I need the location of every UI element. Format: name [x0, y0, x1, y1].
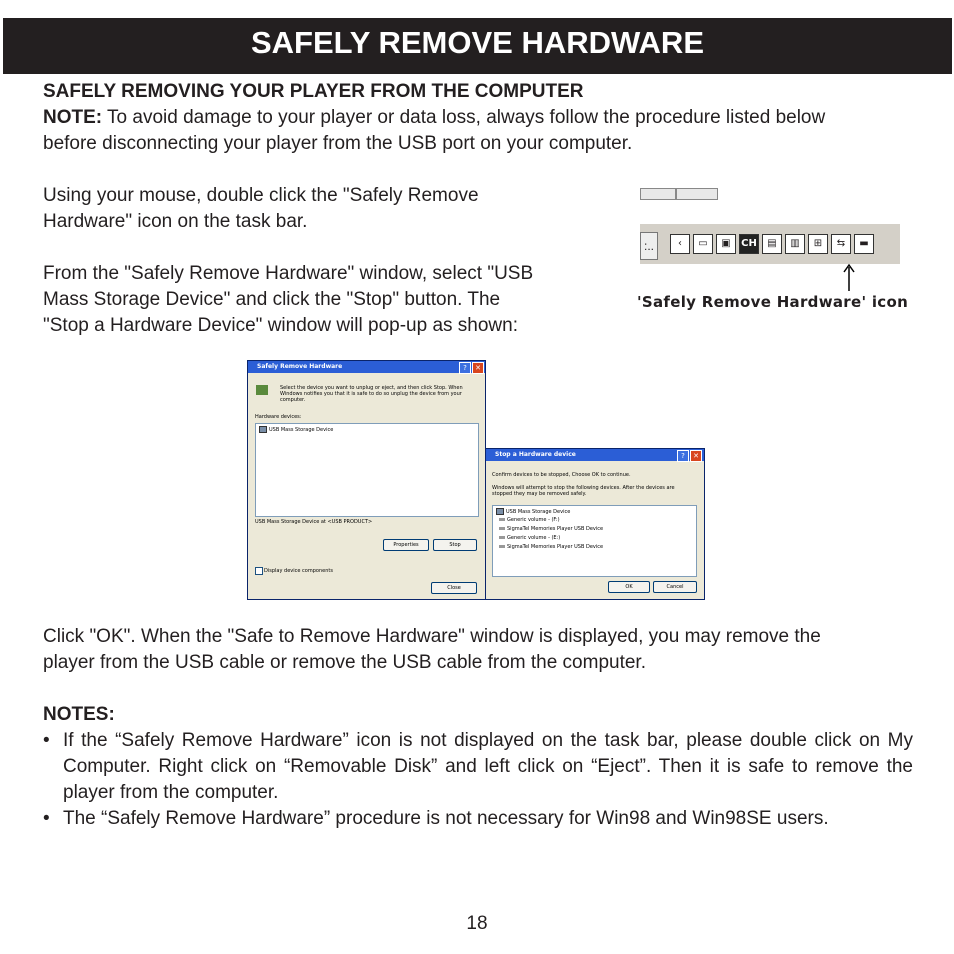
taskbar-tab [676, 188, 718, 200]
stop-hardware-dialog [485, 448, 705, 600]
para-window-line-1: From the "Safely Remove Hardware" window, select "USB [43, 263, 534, 284]
devices-to-stop-list[interactable] [492, 505, 697, 577]
device-location-text: USB Mass Storage Device at <USB PRODUCT> [255, 519, 373, 525]
language-ch-icon[interactable]: CH [739, 234, 759, 254]
para-window-line-3: "Stop a Hardware Device" window will pop-up as shown: [43, 315, 518, 336]
page-title: SAFELY REMOVE HARDWARE [250, 25, 704, 60]
para-mouse-line-1: Using your mouse, double click the "Safely Remove [43, 185, 479, 206]
drive-icon [499, 527, 505, 530]
taskbar-edge-button[interactable]: :.. [640, 232, 658, 260]
list-item[interactable]: Generic volume - (F:) [499, 517, 560, 523]
ok-button[interactable]: OK [608, 581, 650, 593]
list-item[interactable]: Generic volume - (E:) [499, 535, 560, 541]
close-icon[interactable]: ✕ [472, 362, 484, 374]
notes-item-1: If the “Safely Remove Hardware” icon is not displayed on the task bar, please double click on My Computer. Right click on “Removable Disk” and left click on “Eject”. Then it is safe to remove the player from the computer. [63, 730, 913, 803]
instructions-line-3: computer. [280, 397, 306, 403]
window-icon[interactable]: ▣ [716, 234, 736, 254]
close-icon[interactable]: ✕ [690, 450, 702, 462]
help-button[interactable]: ? [459, 362, 471, 374]
cancel-button[interactable]: Cancel [653, 581, 697, 593]
confirm-text: Confirm devices to be stopped, Choose OK to continue. [492, 472, 631, 478]
safely-remove-hardware-icon[interactable]: ⇆ [831, 234, 851, 254]
attempt-line-2: stopped they may be removed safely. [492, 491, 587, 497]
tray-icons [670, 234, 874, 254]
para-ok-line-2: player from the USB cable or remove the USB cable from the computer. [43, 652, 646, 673]
hardware-icon [256, 385, 268, 395]
dialog-titlebar: Stop a Hardware device [486, 449, 704, 461]
usb-device-icon [496, 508, 504, 515]
keyboard-icon[interactable]: ▤ [762, 234, 782, 254]
network-icon[interactable]: ⊞ [808, 234, 828, 254]
safely-remove-dialog [247, 360, 486, 600]
help-button[interactable]: ? [677, 450, 689, 462]
bullet-marker: • [43, 730, 50, 751]
display-components-label: Display device components [264, 568, 333, 574]
hardware-devices-label: Hardware devices: [255, 414, 302, 420]
page-header [3, 18, 952, 74]
list-item[interactable]: SigmaTel Memories Player USB Device [499, 526, 603, 532]
para-ok-line-1: Click "OK". When the "Safe to Remove Hardware" window is displayed, you may remove the [43, 626, 821, 647]
instructions-line-1: Select the device you want to unplug or eject, and then click Stop. When [280, 385, 463, 391]
stop-button[interactable]: Stop [433, 539, 477, 551]
hardware-devices-list[interactable] [255, 423, 479, 517]
note-text-1: To avoid damage to your player or data loss, always follow the procedure listed below [102, 107, 826, 128]
section-heading: SAFELY REMOVING YOUR PLAYER FROM THE COMPUTER [43, 81, 584, 102]
note-label: NOTE: [43, 107, 103, 128]
taskbar-screenshot [640, 188, 900, 264]
dialog-titlebar: Safely Remove Hardware [248, 361, 485, 373]
bullet-marker: • [43, 808, 50, 829]
attempt-line-1: Windows will attempt to stop the following devices. After the devices are [492, 485, 675, 491]
page-number: 18 [466, 913, 488, 934]
list-item[interactable]: USB Mass Storage Device [259, 426, 333, 433]
drive-icon [499, 518, 505, 521]
para-mouse-line-2: Hardware" icon on the task bar. [43, 211, 308, 232]
list-item[interactable]: USB Mass Storage Device [496, 508, 570, 515]
drive-icon [499, 536, 505, 539]
usb-device-icon [259, 426, 267, 433]
taskbar-window-area [640, 200, 900, 224]
note-line-2: before disconnecting your player from the USB port on your computer. [43, 133, 633, 154]
properties-button[interactable]: Properties [383, 539, 429, 551]
note-line-1 [43, 105, 825, 131]
para-window-line-2: Mass Storage Device" and click the "Stop" button. The [43, 289, 501, 310]
tray-icon-caption: 'Safely Remove Hardware' icon [637, 293, 909, 311]
taskbar-tab [640, 188, 676, 200]
arrow-up-icon [843, 263, 855, 291]
notes-item-2: The “Safely Remove Hardware” procedure is not necessary for Win98 and Win98SE users. [63, 808, 829, 829]
monitor-icon[interactable]: ▭ [693, 234, 713, 254]
chevron-left-icon[interactable]: ‹ [670, 234, 690, 254]
clipboard-icon[interactable]: ▥ [785, 234, 805, 254]
close-button[interactable]: Close [431, 582, 477, 594]
display-components-checkbox[interactable] [255, 567, 263, 575]
notes-heading: NOTES: [43, 704, 115, 725]
display-icon[interactable]: ▬ [854, 234, 874, 254]
drive-icon [499, 545, 505, 548]
list-item[interactable]: SigmaTel Memories Player USB Device [499, 544, 603, 550]
instructions-line-2: Windows notifies you that it is safe to do so unplug the device from your [280, 391, 462, 397]
